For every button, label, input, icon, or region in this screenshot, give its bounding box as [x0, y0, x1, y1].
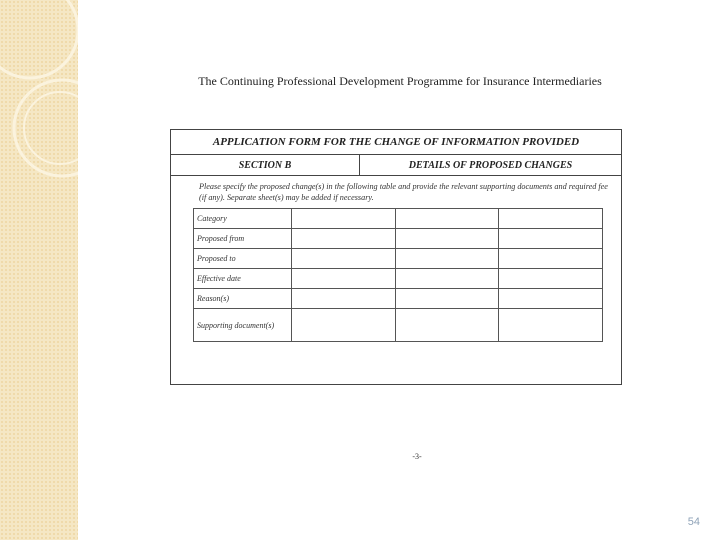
row-label: Category — [194, 209, 292, 229]
blank-cell[interactable] — [395, 249, 499, 269]
blank-cell[interactable] — [292, 309, 396, 342]
blank-cell[interactable] — [292, 229, 396, 249]
row-label: Reason(s) — [194, 289, 292, 309]
section-header-row — [171, 155, 621, 176]
proposed-changes-table — [193, 208, 603, 342]
blank-cell[interactable] — [499, 289, 603, 309]
blank-cell[interactable] — [395, 309, 499, 342]
blank-cell[interactable] — [499, 229, 603, 249]
table-row — [194, 309, 603, 342]
section-label: SECTION B — [171, 155, 360, 175]
blank-cell[interactable] — [395, 209, 499, 229]
table-row — [194, 229, 603, 249]
section-heading: DETAILS OF PROPOSED CHANGES — [408, 159, 573, 171]
blank-cell[interactable] — [395, 269, 499, 289]
row-label: Proposed to — [194, 249, 292, 269]
blank-cell[interactable] — [292, 269, 396, 289]
table-row — [194, 249, 603, 269]
table-row — [194, 209, 603, 229]
blank-cell[interactable] — [395, 289, 499, 309]
blank-cell[interactable] — [292, 249, 396, 269]
page-number: -3- — [412, 452, 422, 461]
row-label: Proposed from — [194, 229, 292, 249]
table-row — [194, 289, 603, 309]
row-label: Supporting document(s) — [194, 309, 292, 342]
blank-cell[interactable] — [499, 309, 603, 342]
instructions-text: Please specify the proposed change(s) in the following table and provide the relevant supporting documents and required fee (if any). Separate sheet(s) may be added if necessary. — [199, 182, 608, 202]
row-label: Effective date — [194, 269, 292, 289]
table-row — [194, 269, 603, 289]
blank-cell[interactable] — [499, 209, 603, 229]
blank-cell[interactable] — [395, 229, 499, 249]
blank-cell[interactable] — [499, 269, 603, 289]
blank-cell[interactable] — [292, 289, 396, 309]
slide-number: 54 — [687, 516, 700, 528]
blank-cell[interactable] — [499, 249, 603, 269]
document-title: The Continuing Professional Development Programme for Insurance Intermediaries — [198, 74, 602, 88]
form-heading: APPLICATION FORM FOR THE CHANGE OF INFORMATION PROVIDED — [171, 130, 621, 155]
blank-cell[interactable] — [292, 209, 396, 229]
application-form — [170, 129, 622, 385]
